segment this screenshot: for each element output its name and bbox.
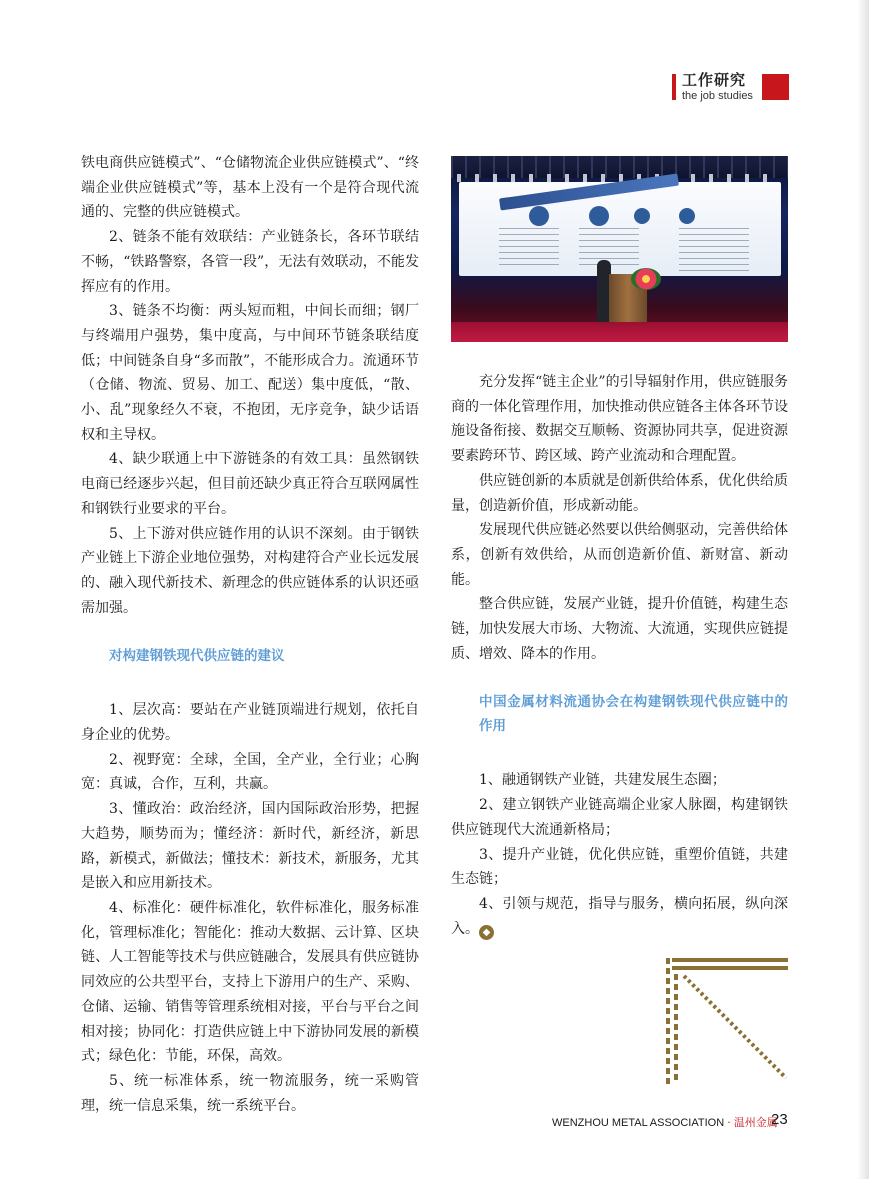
list-item-text: 4、引领与规范，指导与服务，横向拓展，纵向深入。	[451, 895, 788, 937]
section-heading: 中国金属材料流通协会在构建钢铁现代供应链中的作用	[479, 694, 788, 735]
paragraph: 5、上下游对供应链作用的认识不深刻。由于钢铁产业链上下游企业地位强势，对构建符合产业长远发展的、融入现代新技术、新理念的供应链体系的认识还亟需加强。	[81, 525, 419, 616]
list-item: 4、标准化：硬件标准化，软件标准化，服务标准化，管理标准化；智能化：推动大数据、云计算、区块链、人工智能等技术与供应链融合，发展具有供应链协同效应的公共型平台，支持上下游用户的生产、采购、仓储、运输、销售等管理系统相对接，平台与平台之间相对接；协同化：打造供应链上中下游协同发展的新模式；绿色化：节能，环保，高效。	[81, 899, 419, 1065]
footer-separator: ·	[727, 1116, 731, 1129]
leaf-icon	[589, 206, 609, 226]
footer-publication	[552, 1114, 778, 1130]
list-item: 1、融通钢铁产业链，共建发展生态圈；	[479, 772, 726, 789]
paragraph: 充分发挥“链主企业”的引导辐射作用，供应链服务商的一体化管理作用，加快推动供应链各主体各环节设施设备衔接、数据交互顺畅、资源协同共享，促进资源要素跨环节、跨区域、跨产业流动和合理配置。	[451, 374, 788, 465]
stage-lights	[457, 174, 777, 182]
red-stage	[451, 322, 788, 342]
footer-org-cn: 温州金属	[733, 1116, 778, 1129]
end-mark-icon: ◆	[479, 925, 494, 940]
right-column	[451, 370, 788, 941]
pig-icon	[529, 206, 549, 226]
left-column	[81, 151, 419, 1118]
section-title: 工作研究	[682, 71, 747, 89]
paragraph: 3、链条不均衡：两头短而粗，中间长而细；钢厂与终端用户强势，集中度高，与中间环节链条联结度低；中间链条自身“多而散”，不能形成合力。流通环节（仓储、物流、贸易、加工、配送）集中度低，“散、小、乱”现象经久不衰，不抱团，无序竞争，缺少话语权和主导权。	[81, 303, 419, 443]
projection-screen	[459, 182, 781, 276]
page-number: 23	[771, 1111, 788, 1128]
list-item: 2、视野宽：全球，全国，全产业，全行业；心胸宽：真诚，合作，互利，共赢。	[81, 751, 419, 793]
list-item: 5、统一标准体系，统一物流服务，统一采购管理，统一信息采集，统一系统平台。	[81, 1072, 419, 1114]
paragraph: 铁电商供应链模式”、“仓储物流企业供应链模式”、“终端企业供应链模式”等，基本上没有一个是符合现代流通的、完整的供应链模式。	[81, 155, 419, 221]
footer-org-en: WENZHOU METAL ASSOCIATION	[552, 1117, 725, 1129]
section-subtitle: the job studies	[682, 90, 753, 102]
arrow-icon	[634, 208, 650, 224]
header-accent-bar	[672, 74, 676, 100]
section-heading: 对构建钢铁现代供应链的建议	[109, 648, 285, 665]
screen-text-block	[679, 228, 749, 276]
list-item: 2、建立钢铁产业链高端企业家人脉圈，构建钢铁供应链现代大流通新格局；	[451, 797, 788, 838]
list-item: 1、层次高：要站在产业链顶端进行规划，依托自身企业的优势。	[81, 702, 419, 744]
conference-photo	[451, 156, 788, 342]
paragraph: 2、链条不能有效联结：产业链条长，各环节联结不畅，“铁路警察，各管一段”，无法有效联动，不能发挥应有的作用。	[81, 229, 419, 295]
list-item: 3、提升产业链，优化供应链，重塑价值链，共建生态链；	[451, 846, 788, 888]
gear-icon	[679, 208, 695, 224]
list-item	[451, 892, 788, 941]
paragraph: 供应链创新的本质就是创新供给体系，优化供给质量，创造新价值，形成新动能。	[451, 472, 788, 514]
paragraph: 4、缺少联通上中下游链条的有效工具：虽然钢铁电商已经逐步兴起，但目前还缺少真正符合互联网属性和钢铁行业要求的平台。	[81, 451, 419, 517]
paragraph: 发展现代供应链必然要以供给侧驱动，完善供给体系，创新有效供给，从而创造新价值、新财富、新动能。	[451, 522, 788, 588]
header-red-square	[762, 74, 789, 100]
list-item: 3、懂政治：政治经济，国内国际政治形势，把握大趋势，顺势而为；懂经济：新时代，新经济，新思路，新模式，新做法；懂技术：新技术，新服务，尤其是嵌入和应用新技术。	[81, 801, 419, 892]
flower-arrangement	[631, 268, 661, 290]
paragraph: 整合供应链，发展产业链，提升价值链，构建生态链，加快发展大市场、大物流、大流通，实现供应链提质、增效、降本的作用。	[451, 596, 788, 662]
decorative-corner-graphic	[666, 958, 788, 1086]
page-edge-shadow	[857, 0, 869, 1179]
screen-text-block	[499, 228, 559, 268]
